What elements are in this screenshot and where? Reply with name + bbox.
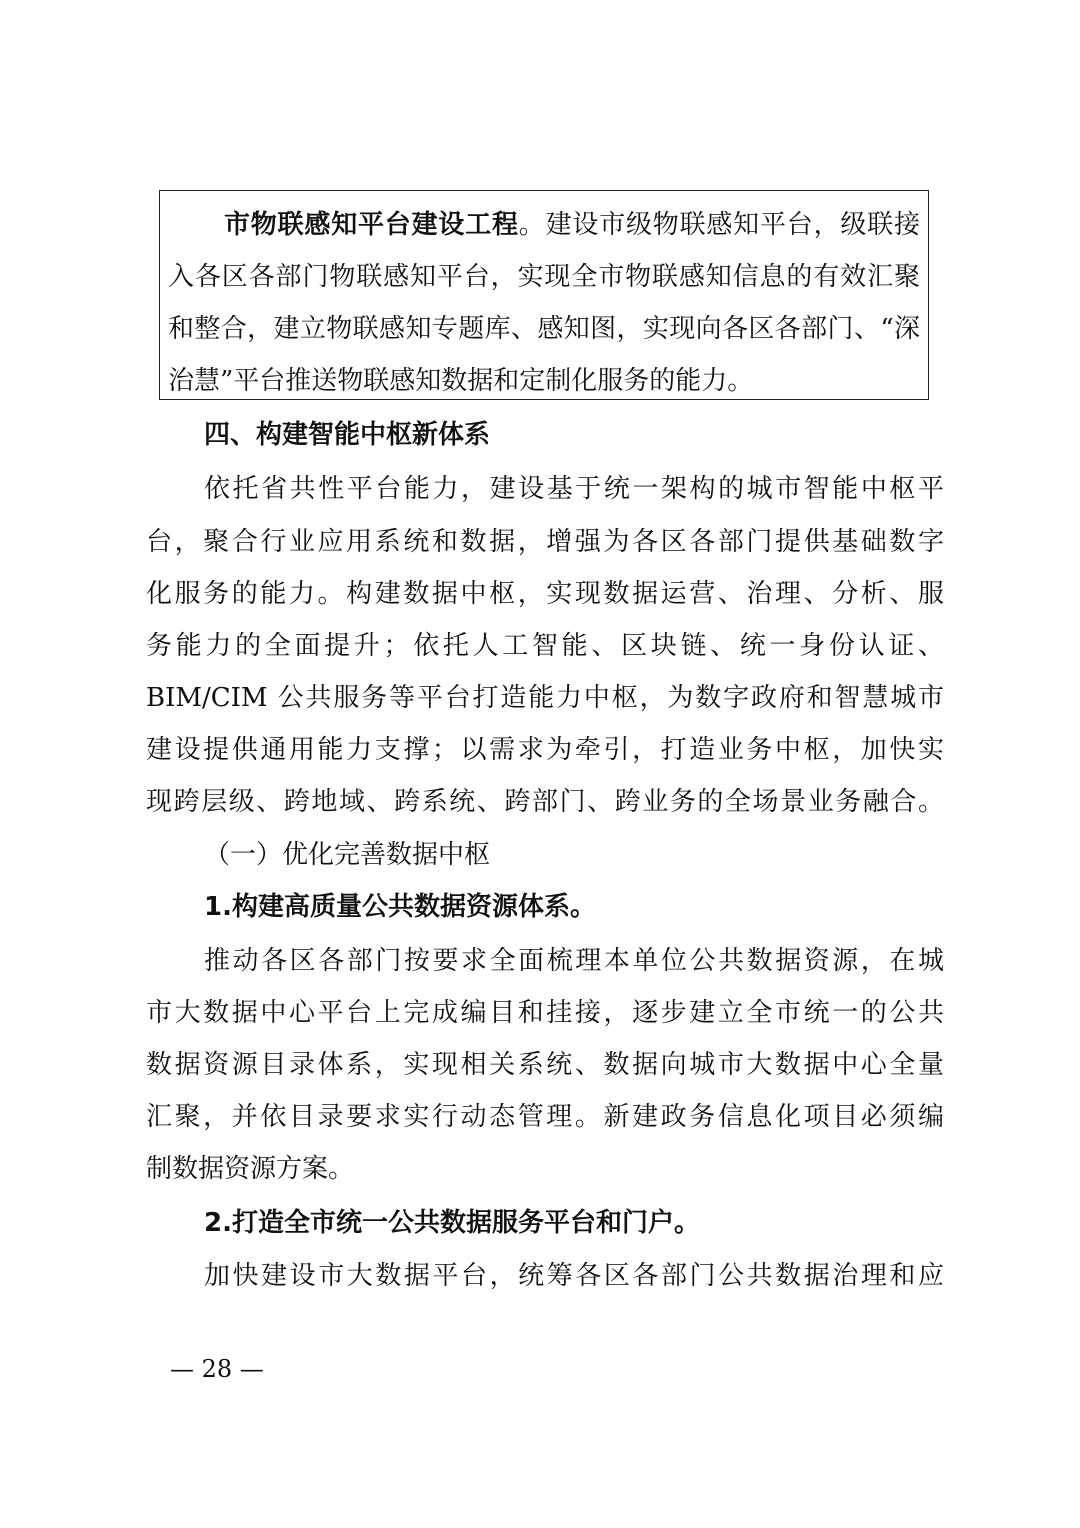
paragraph-line: 建设提供通用能力支撑；以需求为牵引，打造业务中枢，加快实 [146,735,944,765]
paragraph-line: 台，聚合行业应用系统和数据，增强为各区各部门提供基础数字 [146,527,944,557]
box-line-3: 和整合，建立物联感知专题库、感知图，实现向各区各部门、“深 [168,314,920,344]
paragraph-line: 加快建设市大数据平台，统筹各区各部门公共数据治理和应 [204,1261,944,1291]
paragraph-line: 依托省共性平台能力，建设基于统一架构的城市智能中枢平 [204,474,944,504]
box-title: 市物联感知平台建设工程 [224,210,519,240]
paragraph-line: 市大数据中心平台上完成编目和挂接，逐步建立全市统一的公共 [146,998,944,1028]
item-2-heading: 2.打造全市统一公共数据服务平台和门户。 [204,1208,700,1238]
paragraph-line: BIM/CIM 公共服务等平台打造能力中枢，为数字政府和智慧城市 [146,683,944,713]
box-line-1 [168,210,920,240]
section-heading: 四、构建智能中枢新体系 [204,420,491,450]
paragraph-line: 数据资源目录体系，实现相关系统、数据向城市大数据中心全量 [146,1050,944,1080]
box-line-2: 入各区各部门物联感知平台，实现全市物联感知信息的有效汇聚 [168,262,920,292]
paragraph-line: 现跨层级、跨地域、跨系统、跨部门、跨业务的全场景业务融合。 [146,787,944,817]
paragraph-line: 汇聚，并依目录要求实行动态管理。新建政务信息化项目必须编 [146,1102,944,1132]
box-line-1-text: 。建设市级物联感知平台，级联接 [518,210,920,240]
box-line-4: 治慧”平台推送物联感知数据和定制化服务的能力。 [168,366,754,396]
paragraph-line: 推动各区各部门按要求全面梳理本单位公共数据资源，在城 [204,946,944,976]
paragraph-line: 化服务的能力。构建数据中枢，实现数据运营、治理、分析、服 [146,579,944,609]
paragraph-line: 务能力的全面提升；依托人工智能、区块链、统一身份认证、 [146,631,944,661]
item-1-heading: 1.构建高质量公共数据资源体系。 [204,892,596,922]
subsection-heading: （一）优化完善数据中枢 [204,840,491,870]
page-number: — 28 — [170,1355,264,1383]
paragraph-line: 制数据资源方案。 [146,1154,355,1184]
